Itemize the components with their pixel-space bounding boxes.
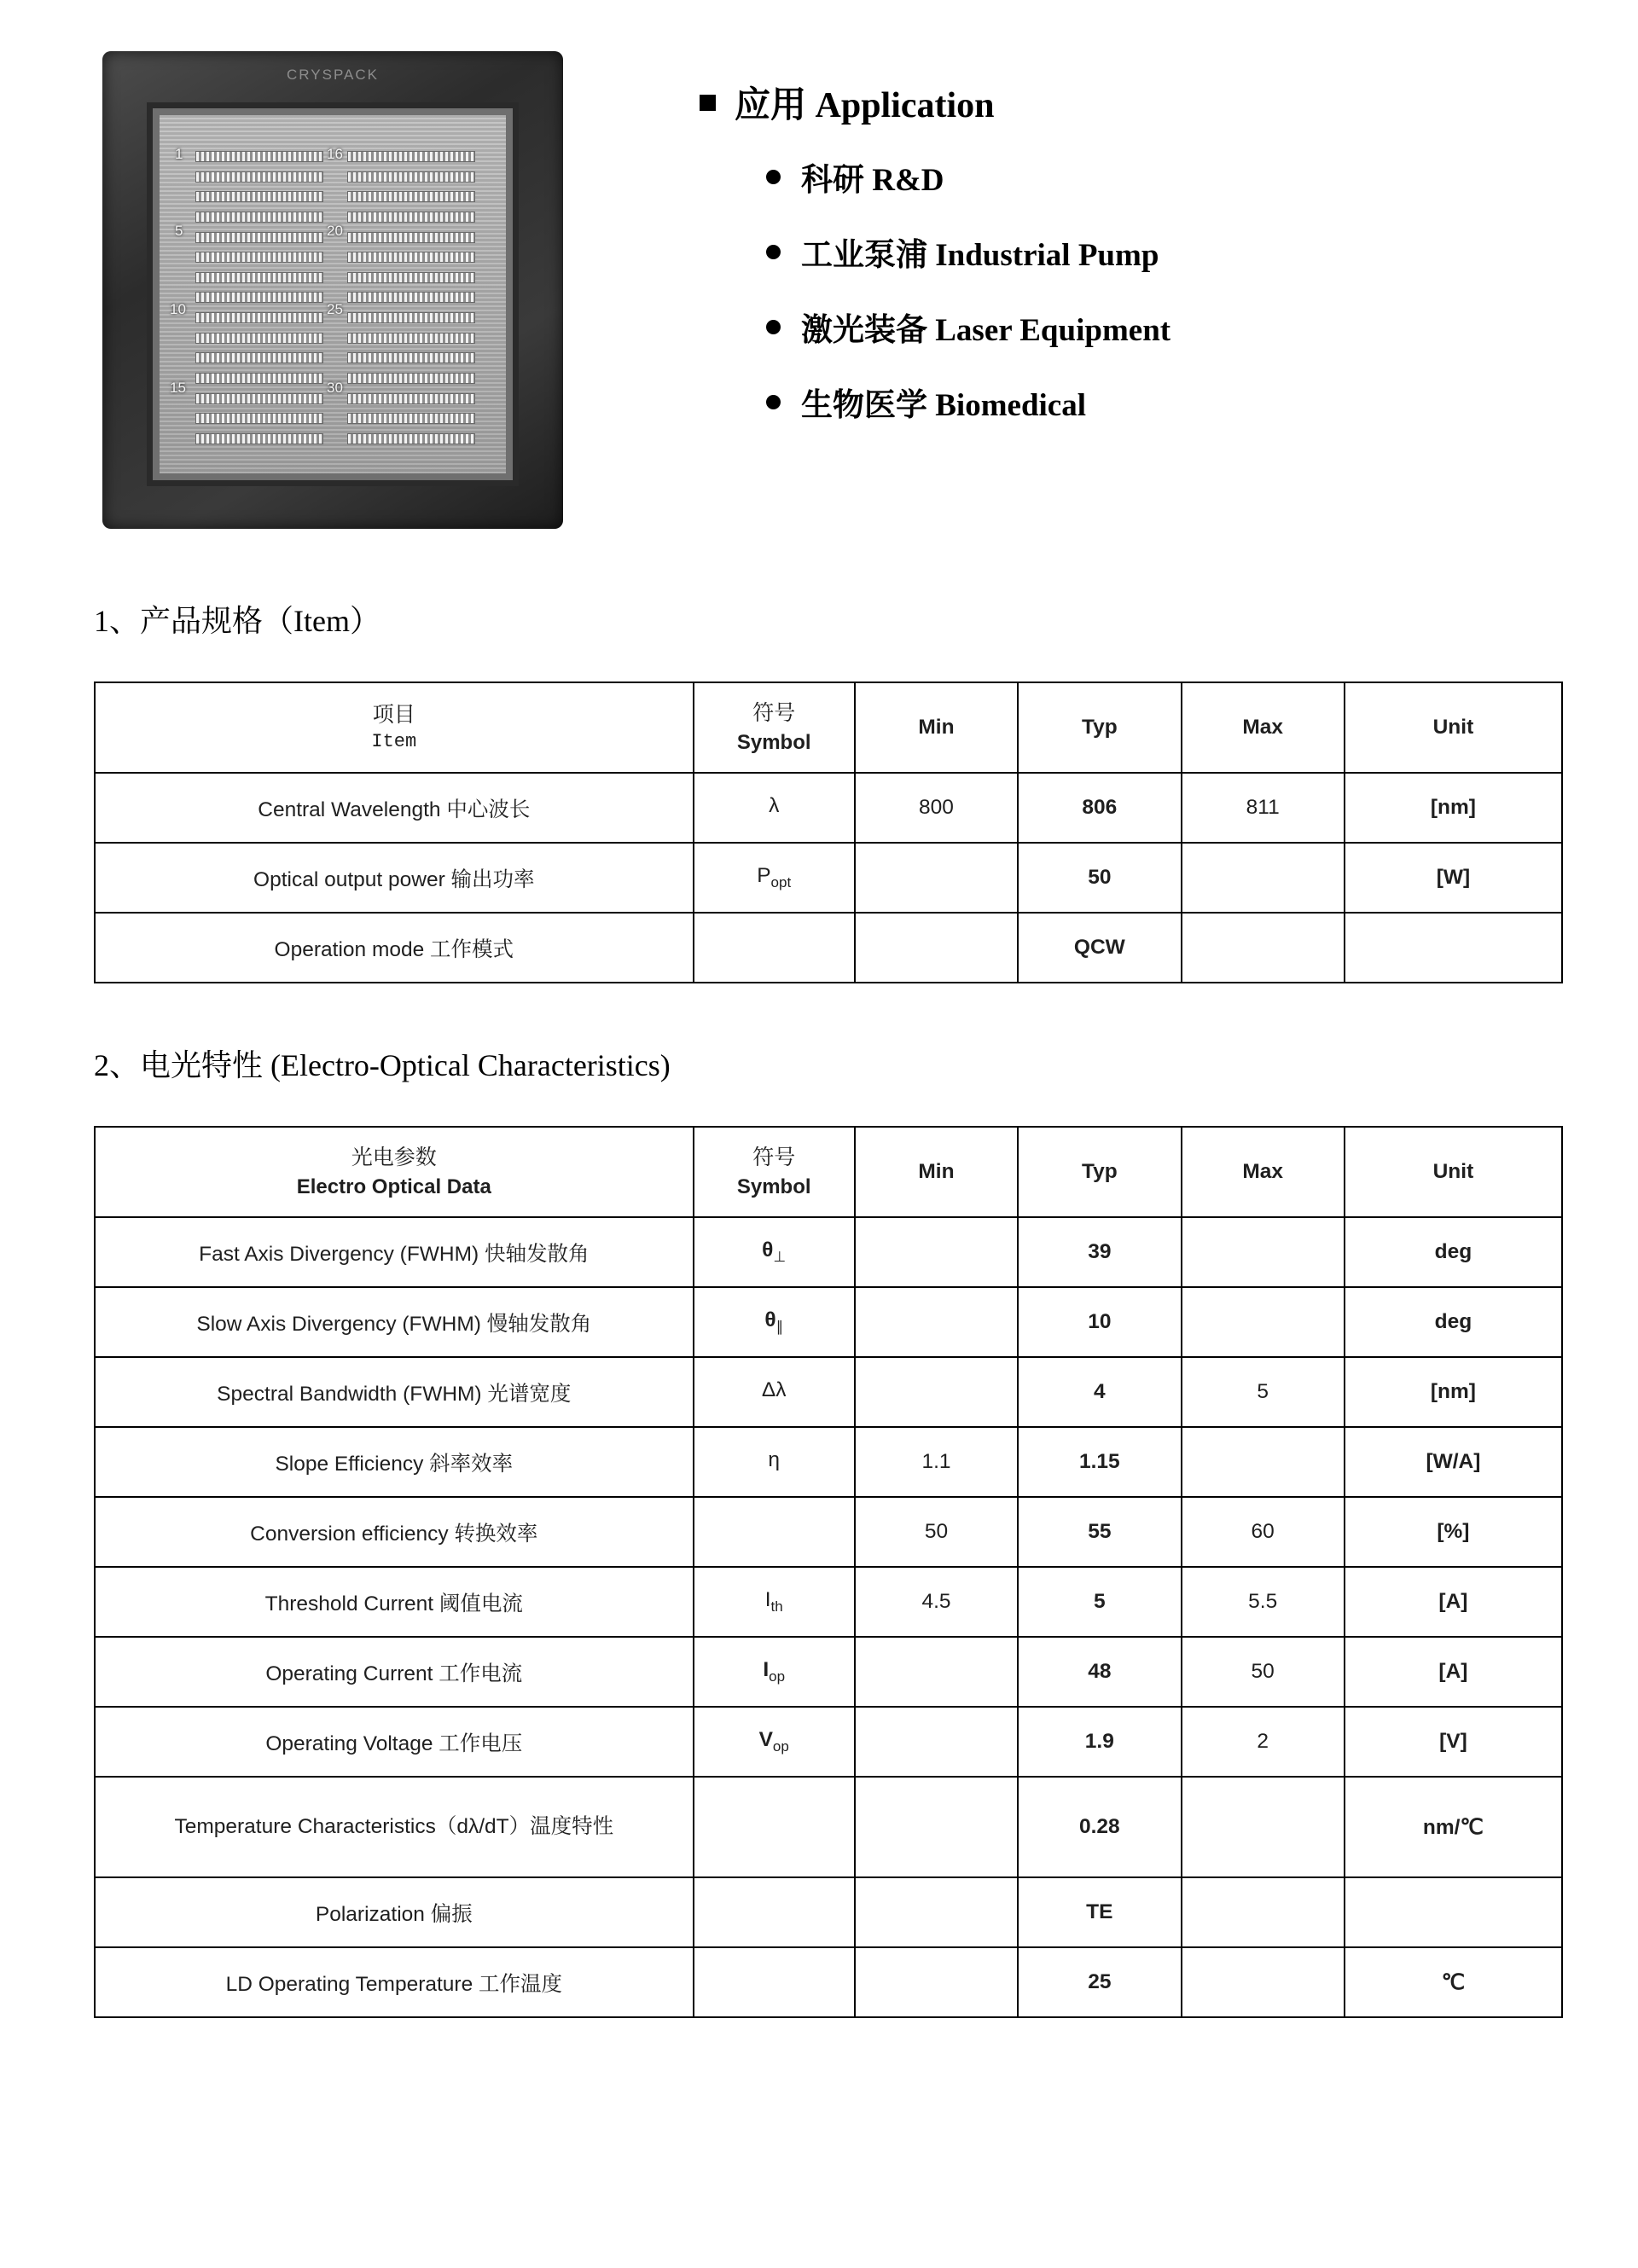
cell-unit: [W/A]	[1345, 1427, 1562, 1497]
chip-bar	[347, 393, 475, 404]
cell-symbol	[694, 1287, 855, 1357]
table-row	[95, 1567, 1562, 1637]
chip-bar	[195, 393, 323, 404]
header-item-cn: 项目	[372, 702, 415, 727]
chip-bar	[347, 191, 475, 202]
symbol-base: Δλ	[761, 1378, 787, 1402]
cell-max: 811	[1182, 773, 1345, 843]
cell-item: Conversion efficiency 转换效率	[95, 1497, 694, 1567]
product-specification-table	[94, 682, 1563, 983]
chip-bar	[347, 433, 475, 444]
cell-item: Central Wavelength 中心波长	[95, 773, 694, 843]
table-header-row	[95, 682, 1562, 773]
cell-typ: 1.9	[1018, 1707, 1181, 1777]
table-header-row	[95, 1127, 1562, 1217]
chip-bar	[347, 333, 475, 344]
list-item	[766, 229, 1544, 275]
table-row	[95, 773, 1562, 843]
chip-bar	[195, 312, 323, 323]
section-title-electro-optical: 2、电光特性 (Electro-Optical Characteristics)	[94, 1048, 671, 1082]
table-row	[95, 1707, 1562, 1777]
table-row	[95, 1217, 1562, 1287]
chip-bar	[195, 171, 323, 183]
cell-symbol	[694, 913, 855, 983]
chip-bar	[347, 292, 475, 303]
cell-max	[1182, 913, 1345, 983]
cell-min	[855, 843, 1018, 913]
cell-max	[1182, 843, 1345, 913]
dot-bullet-icon	[766, 320, 781, 334]
cell-typ: 1.15	[1018, 1427, 1181, 1497]
table-row	[95, 1877, 1562, 1947]
cell-max	[1182, 1287, 1345, 1357]
cell-max	[1182, 1217, 1345, 1287]
cell-item: Operating Current 工作电流	[95, 1637, 694, 1707]
bar-index-label: 25	[327, 301, 343, 317]
symbol-subscript: ∥	[775, 1318, 784, 1335]
cell-item: Spectral Bandwidth (FWHM) 光谱宽度	[95, 1357, 694, 1427]
header-item-cn: 光电参数	[351, 1146, 437, 1170]
cell-symbol	[694, 1777, 855, 1877]
symbol-base: P	[757, 864, 771, 888]
cell-typ: 5	[1018, 1567, 1181, 1637]
cell-symbol	[694, 1947, 855, 2017]
cell-unit: nm/℃	[1345, 1777, 1562, 1877]
symbol-subscript: op	[772, 1737, 789, 1755]
package-body	[102, 51, 563, 529]
cell-min	[855, 1217, 1018, 1287]
bar-index-label: 10	[170, 301, 186, 317]
cell-unit	[1345, 1877, 1562, 1947]
list-item	[766, 304, 1544, 350]
header-item-en: Electro Optical Data	[296, 1175, 491, 1198]
symbol-subscript: ⊥	[773, 1248, 787, 1265]
cell-max: 60	[1182, 1497, 1345, 1567]
table-row	[95, 1357, 1562, 1427]
cell-item: Fast Axis Divergency (FWHM) 快轴发散角	[95, 1217, 694, 1287]
cell-typ: 0.28	[1018, 1777, 1181, 1877]
cell-typ: 25	[1018, 1947, 1181, 2017]
chip-bar	[347, 352, 475, 363]
symbol-subscript: th	[770, 1598, 783, 1615]
symbol-base: θ	[764, 1308, 776, 1332]
application-item-label: 激光装备 Laser Equipment	[801, 313, 1171, 348]
cell-symbol	[694, 843, 855, 913]
chip-bar	[347, 252, 475, 263]
table-row	[95, 1947, 1562, 2017]
cell-unit	[1345, 913, 1562, 983]
cell-max: 50	[1182, 1637, 1345, 1707]
cell-symbol	[694, 1567, 855, 1637]
symbol-base: η	[768, 1448, 781, 1472]
symbol-base: λ	[769, 794, 780, 818]
cell-min: 800	[855, 773, 1018, 843]
chip-bar	[347, 171, 475, 183]
cell-unit: deg	[1345, 1287, 1562, 1357]
bar-index-label: 1	[175, 146, 183, 162]
symbol-base: V	[758, 1728, 773, 1752]
symbol-subscript: opt	[770, 873, 792, 890]
cell-unit: [W]	[1345, 843, 1562, 913]
cell-unit: [nm]	[1345, 1357, 1562, 1427]
cell-item: Slow Axis Divergency (FWHM) 慢轴发散角	[95, 1287, 694, 1357]
chip-bar	[347, 232, 475, 243]
table-row	[95, 1497, 1562, 1567]
cell-unit: [A]	[1345, 1637, 1562, 1707]
bar-column-right	[347, 151, 475, 444]
cell-typ: 50	[1018, 843, 1181, 913]
cell-min	[855, 1777, 1018, 1877]
chip-bar	[195, 413, 323, 424]
bar-index-label: 20	[327, 223, 343, 239]
cell-symbol	[694, 1637, 855, 1707]
list-item	[766, 154, 1544, 200]
chip-bar	[195, 373, 323, 384]
cell-min	[855, 1947, 1018, 2017]
cell-item: LD Operating Temperature 工作温度	[95, 1947, 694, 2017]
header-cell-min: Min	[855, 682, 1018, 773]
header-symbol-en: Symbol	[736, 1175, 811, 1198]
list-item	[766, 379, 1544, 425]
header-cell-symbol	[694, 1127, 855, 1217]
cell-unit: [nm]	[1345, 773, 1562, 843]
dot-bullet-icon	[766, 170, 781, 184]
chip-bar	[195, 151, 323, 162]
chip-bar	[347, 272, 475, 283]
table-row	[95, 1287, 1562, 1357]
cell-min	[855, 1707, 1018, 1777]
cell-typ: 806	[1018, 773, 1181, 843]
table-row	[95, 913, 1562, 983]
cell-typ: 39	[1018, 1217, 1181, 1287]
chip-bar	[195, 272, 323, 283]
header-cell-typ: Typ	[1018, 682, 1181, 773]
cell-min	[855, 913, 1018, 983]
cell-typ: 4	[1018, 1357, 1181, 1427]
cell-item: Threshold Current 阈值电流	[95, 1567, 694, 1637]
package-brand-label: CRYSPACK	[287, 67, 379, 83]
chip-bar	[195, 212, 323, 223]
cell-symbol	[694, 1877, 855, 1947]
header-cell-unit: Unit	[1345, 1127, 1562, 1217]
cell-max	[1182, 1947, 1345, 2017]
header-cell-min: Min	[855, 1127, 1018, 1217]
cell-typ: 10	[1018, 1287, 1181, 1357]
dot-bullet-icon	[766, 395, 781, 409]
cell-min	[855, 1637, 1018, 1707]
chip-bar	[195, 333, 323, 344]
application-item-label: 生物医学 Biomedical	[801, 388, 1087, 423]
header-symbol-cn: 符号	[752, 701, 796, 726]
cell-min	[855, 1357, 1018, 1427]
header-cell-symbol	[694, 682, 855, 773]
cell-unit: ℃	[1345, 1947, 1562, 2017]
symbol-base: I	[764, 1588, 771, 1612]
bar-index-label: 5	[175, 223, 183, 239]
table-row	[95, 1427, 1562, 1497]
dot-bullet-icon	[766, 245, 781, 259]
cell-typ: QCW	[1018, 913, 1181, 983]
header-cell-item	[95, 682, 694, 773]
cell-symbol	[694, 1497, 855, 1567]
chip-bar	[195, 433, 323, 444]
header-cell-max: Max	[1182, 682, 1345, 773]
bar-index-label: 30	[327, 380, 343, 396]
cell-max: 5	[1182, 1357, 1345, 1427]
cell-symbol	[694, 773, 855, 843]
header-cell-item	[95, 1127, 694, 1217]
table-row	[95, 1637, 1562, 1707]
cell-symbol	[694, 1427, 855, 1497]
chip-bar	[347, 312, 475, 323]
bar-column-left	[195, 151, 323, 444]
cell-max: 2	[1182, 1707, 1345, 1777]
bar-index-label: 16	[327, 146, 343, 162]
cell-item: Operating Voltage 工作电压	[95, 1707, 694, 1777]
cell-unit: deg	[1345, 1217, 1562, 1287]
chip-bar	[347, 212, 475, 223]
chip-bar	[347, 413, 475, 424]
top-section	[94, 43, 1544, 537]
header-symbol-cn: 符号	[752, 1146, 796, 1170]
cell-unit: [A]	[1345, 1567, 1562, 1637]
cell-min: 50	[855, 1497, 1018, 1567]
header-cell-typ: Typ	[1018, 1127, 1181, 1217]
chip-surface	[160, 115, 506, 473]
chip-bar	[195, 191, 323, 202]
header-item-en: Item	[371, 731, 417, 753]
bar-index-label: 15	[170, 380, 186, 396]
cell-min: 1.1	[855, 1427, 1018, 1497]
table-row	[95, 1777, 1562, 1877]
cell-min	[855, 1287, 1018, 1357]
cell-min	[855, 1877, 1018, 1947]
chip-bar	[195, 292, 323, 303]
application-item-label: 工业泵浦 Industrial Pump	[801, 238, 1159, 273]
square-bullet-icon	[700, 95, 716, 111]
header-cell-unit: Unit	[1345, 682, 1562, 773]
cell-min: 4.5	[855, 1567, 1018, 1637]
header-symbol-en: Symbol	[736, 730, 811, 754]
application-heading	[700, 77, 1544, 128]
symbol-base: I	[763, 1658, 770, 1682]
cell-typ: 55	[1018, 1497, 1181, 1567]
cell-unit: [V]	[1345, 1707, 1562, 1777]
cell-item: Temperature Characteristics（dλ/dT）温度特性	[95, 1777, 694, 1877]
cell-max	[1182, 1427, 1345, 1497]
cell-symbol	[694, 1707, 855, 1777]
chip-bar	[347, 373, 475, 384]
cell-symbol	[694, 1357, 855, 1427]
chip-bar	[195, 232, 323, 243]
chip-bar	[195, 352, 323, 363]
cell-max	[1182, 1877, 1345, 1947]
cell-item: Optical output power 输出功率	[95, 843, 694, 913]
product-photo	[94, 43, 572, 537]
cell-max	[1182, 1777, 1345, 1877]
cell-max: 5.5	[1182, 1567, 1345, 1637]
cell-item: Polarization 偏振	[95, 1877, 694, 1947]
cell-unit: [%]	[1345, 1497, 1562, 1567]
header-cell-max: Max	[1182, 1127, 1345, 1217]
cell-typ: 48	[1018, 1637, 1181, 1707]
cell-item: Operation mode 工作模式	[95, 913, 694, 983]
cell-item: Slope Efficiency 斜率效率	[95, 1427, 694, 1497]
cell-typ: TE	[1018, 1877, 1181, 1947]
laser-diode-array-window	[147, 102, 519, 486]
section-title-product-spec: 1、产品规格（Item）	[94, 604, 380, 638]
application-heading-label: 应用 Application	[735, 86, 995, 125]
electro-optical-characteristics-table	[94, 1126, 1563, 2018]
chip-bar	[195, 252, 323, 263]
cell-symbol	[694, 1217, 855, 1287]
symbol-subscript: op	[769, 1668, 786, 1685]
application-item-label: 科研 R&D	[801, 163, 944, 198]
application-list	[766, 154, 1544, 425]
symbol-base: θ	[762, 1238, 774, 1262]
table-row	[95, 843, 1562, 913]
application-section	[700, 43, 1544, 454]
chip-bar	[347, 151, 475, 162]
